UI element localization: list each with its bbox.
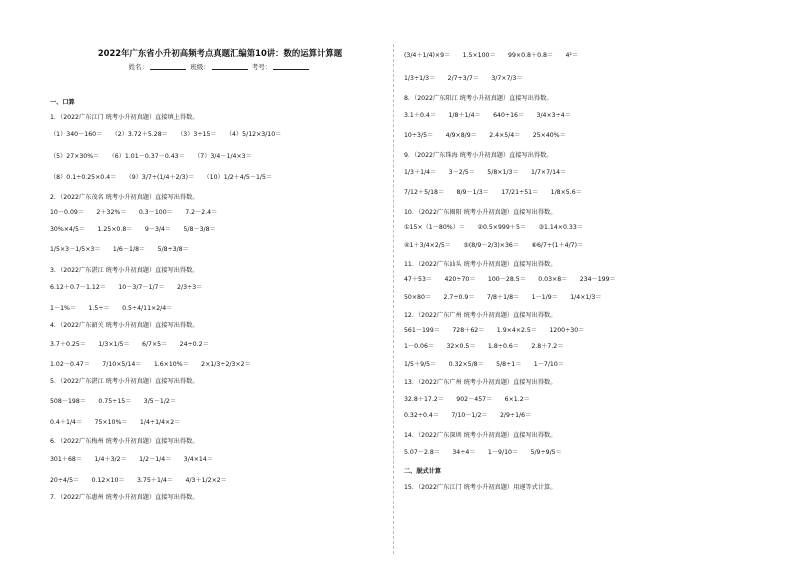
problem-row: 1.02－0.47＝ 7/10×5/14＝ 1.6×10%＝ 2×1/3÷2/3×2＝ xyxy=(50,361,251,368)
question-heading: 2．（2022广东茂名 统考小升初真题）直接写出得数。 xyxy=(50,194,199,201)
section-heading: 一、口算 xyxy=(50,99,75,106)
problem-row: 1/5＋9/5＝ 0.32×5/8＝ 5/8÷1＝ 1－7/10＝ xyxy=(404,361,564,368)
column-divider xyxy=(393,44,395,554)
problem-row: 7/12＋5/18＝ 8/9－1/3＝ 17/21÷51＝ 1/8×5.6＝ xyxy=(404,189,582,196)
problem-row: 10÷3/5＝ 4/9×8/9＝ 2.4×5/4＝ 25×40%＝ xyxy=(404,132,566,139)
problem-row: 20÷4/5＝ 0.12×10＝ 3.75＋1/4＝ 4/3＋1/2×2＝ xyxy=(50,477,227,484)
question-heading: 5．（2022广东湛江 统考小升初真题）直接写出得数。 xyxy=(50,378,199,385)
problem-row: （5）27×30%＝ （6）1.01－0.37－0.43＝ （7）3/4－1/4×3＝ xyxy=(50,153,252,160)
problem-row: ④1＋3/4×2/5＝ ⑤(8/9－2/3)×36＝ ⑥6/7÷(1＋4/7)＝ xyxy=(404,242,584,249)
id-label: 考号： xyxy=(251,63,272,71)
problem-row: 1/3÷1/3＝ 2/7÷3/7＝ 3/7×7/3＝ xyxy=(404,75,523,82)
question-heading: 3．（2022广东湛江 统考小升初真题）直接写出得数。 xyxy=(50,267,199,274)
problem-row: 508－198＝ 0.75÷15＝ 3/5－1/2＝ xyxy=(50,398,177,405)
name-blank[interactable] xyxy=(150,62,186,70)
problem-row: 6.12＋0.7－1.12＝ 10－3/7－1/7＝ 2/3÷3＝ xyxy=(50,284,203,291)
problem-row: ①15×（1－80%）＝ ②0.5×999＋5＝ ③1.14×0.33＝ xyxy=(404,224,583,231)
question-heading: 13．（2022广东广州 统考小升初真题）直接写出得数。 xyxy=(404,379,557,386)
question-heading: 8．（2022广东阳江 统考小升初真题）直接写出得数。 xyxy=(404,95,553,102)
problem-row: 32.8＋17.2＝ 902－457＝ 6×1.2＝ xyxy=(404,396,530,403)
id-blank[interactable] xyxy=(273,62,309,70)
question-heading: 12．（2022广东广州 统考小升初真题）直接写出得数。 xyxy=(404,312,557,319)
problem-row: 10－0.09＝ 2＋32%＝ 0.3－100＝ 7.2－2.4＝ xyxy=(50,209,218,216)
problem-row: 0.32÷0.4＝ 7/10－1/2＝ 2/9÷1/6＝ xyxy=(404,412,532,419)
question-heading: 6．（2022广东梅州 统考小升初真题）直接写出得数。 xyxy=(50,438,199,445)
question-heading: 9．（2022广东珠海 统考小升初真题）直接写出得数。 xyxy=(404,152,553,159)
question-heading: 15．（2022广东江门 统考小升初真题）用递等式计算。 xyxy=(404,484,557,491)
problem-row: （1）340－160＝ （2）3.72＋5.28＝ （3）3÷15＝ （4）5/12×3/10＝ xyxy=(50,131,282,138)
name-label: 姓名： xyxy=(128,63,149,71)
problem-row: 47＋53＝ 420÷70＝ 100－28.5＝ 0.03×8＝ 234－199＝ xyxy=(404,276,616,283)
problem-row: 30%×4/5＝ 1.25×0.8＝ 9－3/4＝ 5/8－3/8＝ xyxy=(50,226,216,233)
problem-row: (3/4＋1/4)×9＝ 1.5×100＝ 99×0.8＋0.8＝ 4²＝ xyxy=(404,52,579,59)
problem-row: 301＋68＝ 1/4＋3/2＝ 1/2－1/4＝ 3/4×14＝ xyxy=(50,456,213,463)
problem-row: 3.7＋0.25＝ 1/3×1/5＝ 6/7×5＝ 24÷0.2＝ xyxy=(50,341,209,348)
problem-row: （8）0.1÷0.25×0.4＝ （9）3/7÷(1/4＋2/3)＝ （10）1/2＋4/5－1/5＝ xyxy=(50,174,273,181)
problem-row: 5.07－2.8＝ 34÷4＝ 1－9/10＝ 5/9÷9/5＝ xyxy=(404,449,562,456)
problem-row: 3.1＋0.4＝ 1/8＋1/4＝ 640÷16＝ 3/4×3÷4＝ xyxy=(404,112,571,119)
question-heading: 1．（2022广东江门 统考小升初真题）直接填上得数。 xyxy=(50,114,199,121)
problem-row: 1－1%＝ 1.5÷＝ 0.5÷4/11×2/4＝ xyxy=(50,305,173,312)
problem-row: 1/3＋1/4＝ 3－2/5＝ 5/8×1/3＝ 1/7×7/14＝ xyxy=(404,169,567,176)
problem-row: 1－0.06＝ 32×0.5＝ 1.8÷0.6＝ 2.8＋7.2＝ xyxy=(404,343,564,350)
problem-row: 50×80＝ 2.7÷0.9＝ 7/8＋1/8＝ 1－1/9＝ 1/4×1/3＝ xyxy=(404,294,602,301)
class-label: 班级： xyxy=(190,63,210,71)
section-heading: 二、脱式计算 xyxy=(404,468,442,475)
student-info-line xyxy=(70,62,370,71)
problem-row: 0.4＋1/4＝ 75×10%＝ 1/4÷1/4×2＝ xyxy=(50,419,181,426)
class-blank[interactable] xyxy=(212,62,248,70)
question-heading: 10．（2022广东揭阳 统考小升初真题）直接写出得数。 xyxy=(404,209,557,216)
question-heading: 14．（2022广东深圳 统考小升初真题）直接写出得数。 xyxy=(404,432,557,439)
question-heading: 11．（2022广东汕头 统考小升初真题）直接写出得数。 xyxy=(404,261,557,268)
question-heading: 7．（2022广东惠州 统考小升初真题）直接写出得数。 xyxy=(50,494,199,501)
problem-row: 561－199＝ 728＋62＝ 1.9×4×2.5＝ 1200÷30＝ xyxy=(404,327,585,334)
problem-row: 1/5×3－1/5×3＝ 1/6－1/8＝ 5/8÷3/8＝ xyxy=(50,246,189,253)
page-title: 2022年广东省小升初高频考点真题汇编第10讲：数的运算计算题 xyxy=(97,48,343,58)
question-heading: 4．（2022广东韶关 统考小升初真题）直接写出得数。 xyxy=(50,322,199,329)
